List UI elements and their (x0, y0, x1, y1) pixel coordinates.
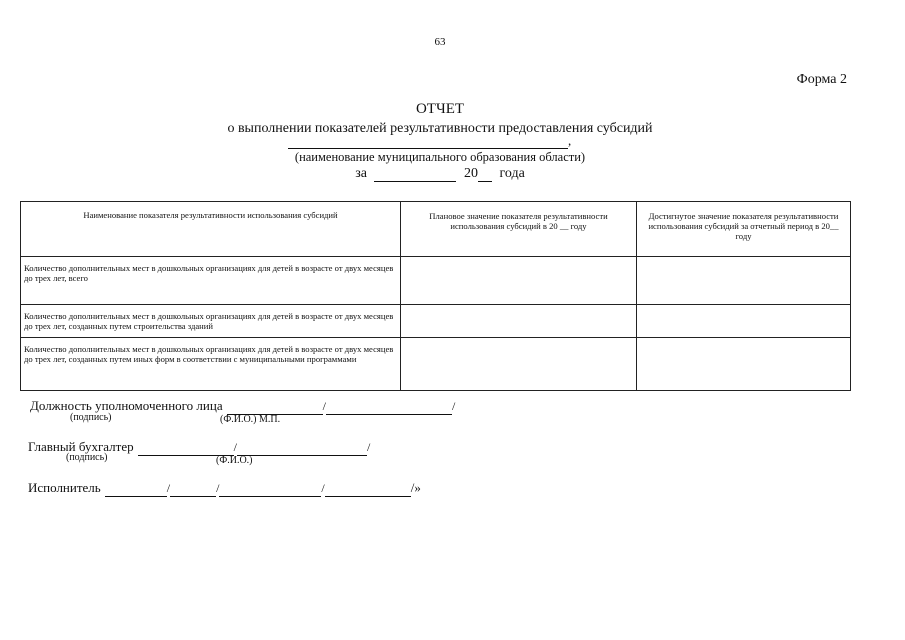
official-sign-caption: (подпись) (70, 412, 112, 423)
accountant-label: Главный бухгалтер (28, 439, 134, 454)
header-indicator-name: Наименование показателя результативности использования субсидий (21, 202, 401, 257)
executor-label: Исполнитель (28, 480, 101, 495)
report-period (0, 166, 880, 182)
official-name-caption: (Ф.И.О.) М.П. (220, 414, 281, 425)
period-year-prefix: 20 (463, 166, 478, 181)
municipality-caption: (наименование муниципального образования области) (294, 150, 586, 164)
planned-value-cell[interactable] (401, 338, 637, 391)
executor-blank-4[interactable] (325, 484, 411, 497)
table-row (21, 257, 851, 305)
table-row (21, 338, 851, 391)
year-blank[interactable] (478, 167, 492, 182)
indicator-name: Количество дополнительных мест в дошкольных организациях для детей в возрасте от двух месяцев до трех лет, созданных путем строительства зданий (21, 305, 401, 338)
municipality-field[interactable] (288, 133, 571, 149)
accountant-name-caption: (Ф.И.О.) (216, 455, 253, 466)
accountant-name-blank[interactable] (237, 443, 367, 456)
executor-line: Исполнитель / / / /» (28, 480, 421, 495)
table-row (21, 305, 851, 338)
municipality-comma: , (568, 133, 572, 148)
official-signature-line: Должность уполномоченного лица / / (30, 398, 456, 413)
header-achieved-value: Достигнутое значение показателя результативности использования субсидий за отчетный период в 20__ году (637, 202, 851, 257)
page-number: 63 (434, 36, 446, 48)
executor-blank-2[interactable] (170, 484, 216, 497)
accountant-signature-line: Главный бухгалтер / / (28, 439, 371, 454)
report-subtitle: о выполнении показателей результативности предоставления субсидий (227, 121, 653, 136)
indicators-table (20, 201, 851, 391)
period-prefix: за (355, 166, 367, 181)
table-header-row (21, 202, 851, 257)
report-title: ОТЧЕТ (415, 101, 465, 117)
accountant-sign-caption: (подпись) (66, 452, 108, 463)
form-label: Форма 2 (796, 72, 847, 87)
indicator-name: Количество дополнительных мест в дошкольных организациях для детей в возрасте от двух месяцев до трех лет, созданных путем иных форм в соответствии с муниципальными программами (21, 338, 401, 391)
header-planned-value: Плановое значение показателя результативности использования субсидий в 20 __ году (401, 202, 637, 257)
executor-blank-1[interactable] (105, 484, 167, 497)
achieved-value-cell[interactable] (637, 338, 851, 391)
executor-closing: /» (410, 480, 421, 495)
achieved-value-cell[interactable] (637, 305, 851, 338)
achieved-value-cell[interactable] (637, 257, 851, 305)
official-label: Должность уполномоченного лица (30, 398, 223, 413)
executor-blank-3[interactable] (219, 484, 321, 497)
period-suffix: года (499, 166, 525, 181)
planned-value-cell[interactable] (401, 305, 637, 338)
municipality-blank[interactable] (288, 134, 568, 149)
official-name-blank[interactable] (326, 402, 452, 415)
indicator-name: Количество дополнительных мест в дошкольных организациях для детей в возрасте от двух месяцев до трех лет, всего (21, 257, 401, 305)
period-blank[interactable] (374, 167, 456, 182)
planned-value-cell[interactable] (401, 257, 637, 305)
